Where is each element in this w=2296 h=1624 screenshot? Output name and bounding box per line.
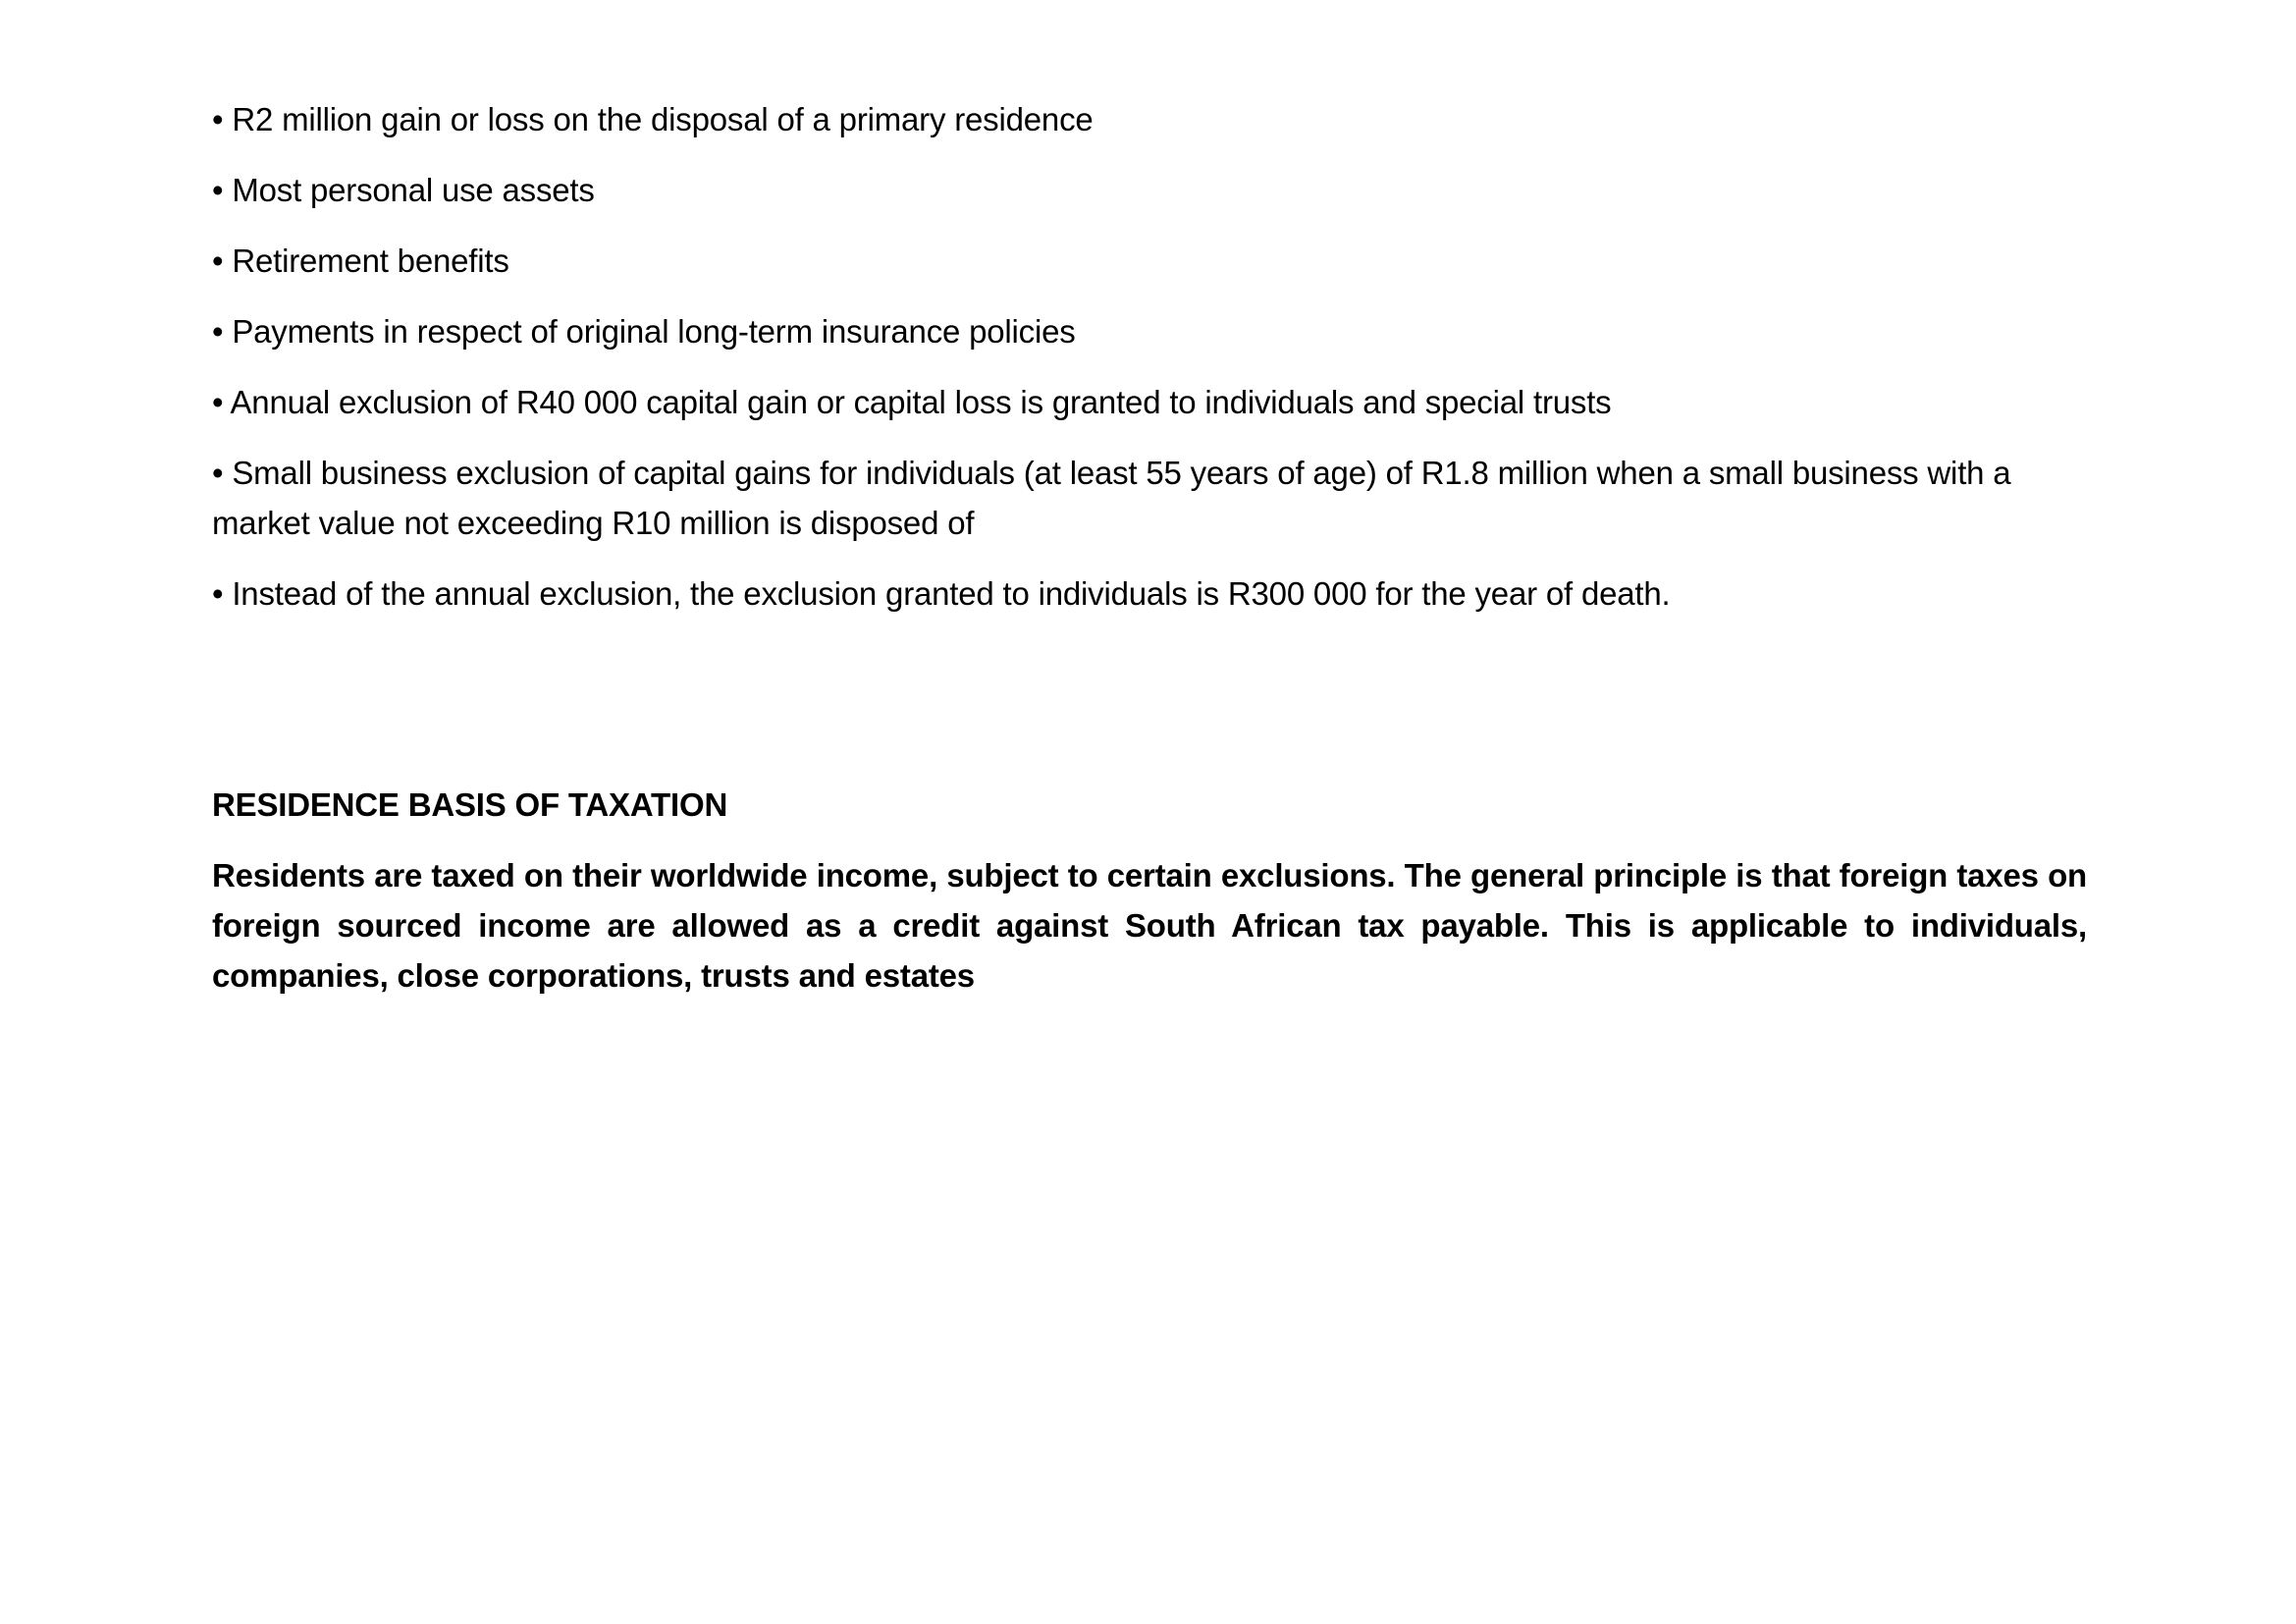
section-body-paragraph: Residents are taxed on their worldwide income, subject to certain exclusions. The general principle is that foreign taxes on foreign sourced income are allowed as a credit against South African tax payable. This is applicable to individuals, companies, close corporations, trusts and estates <box>212 857 2087 994</box>
page-content <box>212 94 2087 1001</box>
bullet-item: • R2 million gain or loss on the disposal of a primary residence <box>212 101 1094 137</box>
bullet-item: • Payments in respect of original long-term insurance policies <box>212 313 1076 350</box>
bullet-item: • Instead of the annual exclusion, the exclusion granted to individuals is R300 000 for the year of death. <box>212 575 1671 612</box>
bullet-item: • Most personal use assets <box>212 172 595 208</box>
bullet-item: • Retirement benefits <box>212 243 509 279</box>
section-heading: RESIDENCE BASIS OF TAXATION <box>212 786 728 823</box>
exclusions-bullet-list <box>212 94 2087 619</box>
bullet-item: • Annual exclusion of R40 000 capital gain or capital loss is granted to individuals and special trusts <box>212 384 1612 420</box>
bullet-item: • Small business exclusion of capital gains for individuals (at least 55 years of age) of R1.8 million when a small business with a market value not exceeding R10 million is disposed of <box>212 455 2011 541</box>
